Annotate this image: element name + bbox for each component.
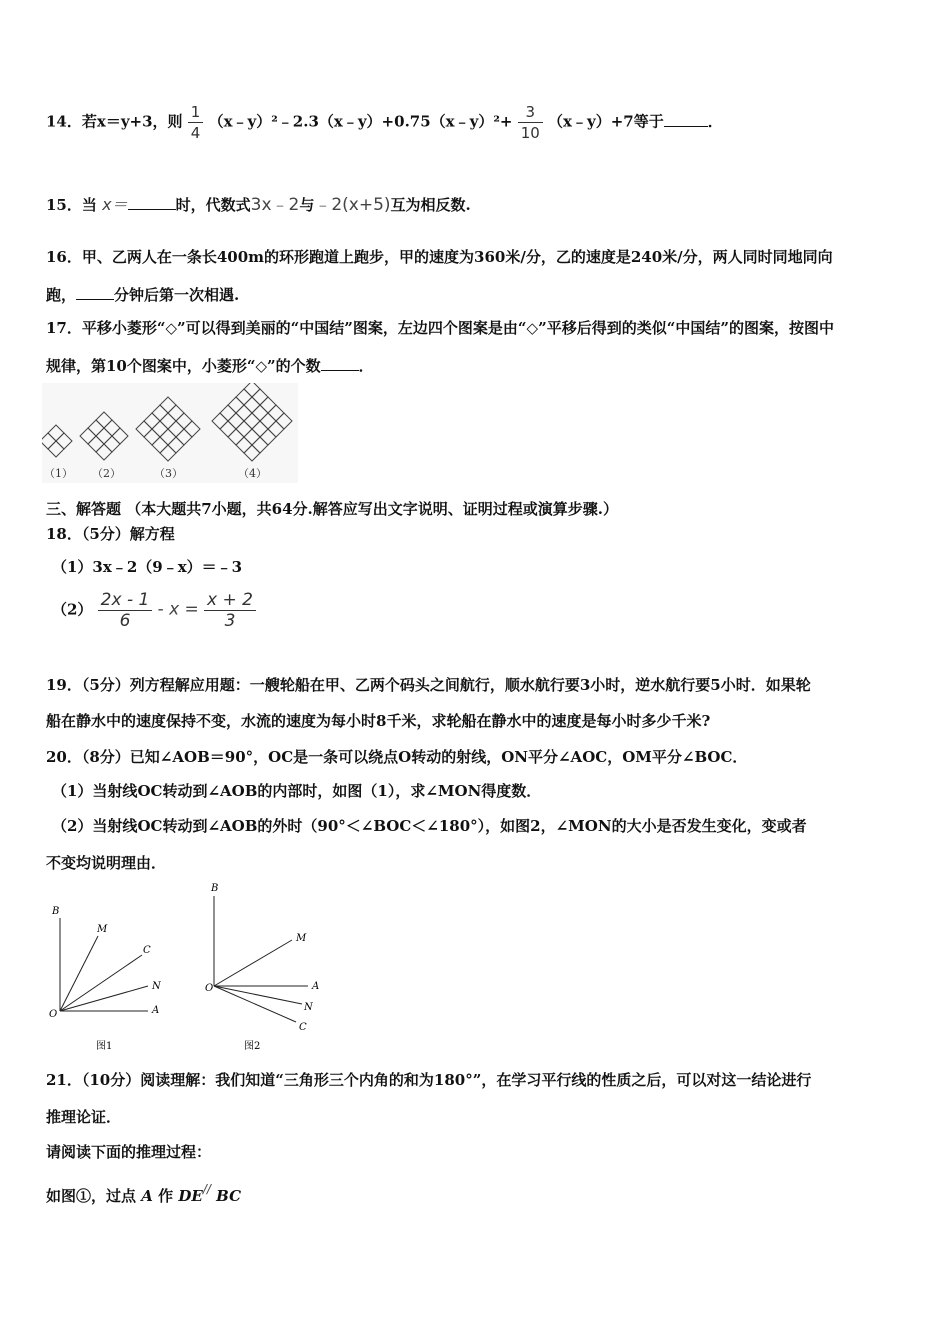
question-18-title: 18．（5分）解方程 (46, 525, 175, 543)
fig1-label-O: O (49, 1009, 58, 1020)
q18-minus-x: - x = (157, 599, 199, 620)
fig2-label-M: M (296, 933, 307, 944)
question-19-line1: 19．（5分）列方程解应用题：一艘轮船在甲、乙两个码头之间航行，顺水航行要3小时，逆水航行要5小时．如果轮 (46, 676, 811, 694)
knot-label-1: （1） (44, 467, 73, 480)
question-14 (46, 102, 723, 143)
question-18-part1: （1）3x﹣2（9﹣x）＝﹣3 (52, 558, 243, 576)
question-21-line3: 请阅读下面的推理过程： (46, 1143, 212, 1161)
question-20-line1: 20．（8分）已知∠AOB＝90°，OC是一条可以绕点O转动的射线，ON平分∠AOC，OM平分∠BOC． (46, 748, 748, 766)
q18-fraction-1: $\frac{2x - 1}{6}$ (98, 590, 153, 631)
q15-expr2: ﹣2(x+5) (314, 195, 391, 215)
question-15 (46, 190, 471, 215)
q14-condition: x＝y+3，则 (96, 112, 183, 131)
knot-label-3: （3） (154, 467, 183, 480)
question-17-line1: 17．平移小菱形“◇”可以得到美丽的“中国结”图案，左边四个图案是由“◇”平移后得到的类似“中国结”的图案，按图中 (46, 319, 834, 337)
question-18-part2 (52, 590, 256, 631)
q15-mid: 时，代数式 (175, 196, 251, 214)
q16-answer-blank[interactable] (76, 285, 114, 300)
q15-end: 互为相反数. (390, 196, 471, 214)
fig1-label-M: M (97, 924, 108, 935)
fig2-label-N: N (304, 1002, 313, 1013)
fig1-label-A: A (152, 1005, 160, 1016)
question-16-line2 (46, 284, 239, 305)
question-19-line2: 船在静水中的速度保持不变，水流的速度为每小时8千米，求轮船在静水中的速度是每小时多少千米? (46, 712, 711, 730)
question-21-line2: 推理论证． (46, 1108, 122, 1126)
q21-parallel-symbol: // (202, 1182, 211, 1196)
knot-label-2: （2） (92, 467, 121, 480)
question-16-line1: 16．甲、乙两人在一条长400m的环形跑道上跑步，甲的速度为360米/分，乙的速度是240米/分，两人同时同地同向 (46, 248, 833, 266)
q15-pre: 当 (81, 196, 97, 214)
q18-fraction-2: $\frac{x + 2}{3}$ (204, 590, 256, 631)
question-21-line1: 21．（10分）阅读理解：我们知道“三角形三个内角的和为180°”，在学习平行线的性质之后，可以对这一结论进行 (46, 1071, 812, 1089)
fig1-label-N: N (152, 981, 161, 992)
q21-text-c: 作 (158, 1187, 174, 1205)
fig2-label-B: B (211, 883, 219, 894)
fig2-label-A: A (312, 981, 320, 992)
q14-expression: （x﹣y）²﹣2.3（x﹣y）+0.75（x﹣y）²+ (208, 112, 513, 131)
question-20-line2: （1）当射线OC转动到∠AOB的内部时，如图（1），求∠MON得度数． (52, 782, 542, 800)
fig2-label-C: C (299, 1022, 307, 1033)
q15-expr1: 3x﹣2 (250, 195, 300, 215)
q14-pre: 若 (81, 112, 97, 131)
fig1-caption: 图1 (96, 1041, 113, 1052)
q21-line-de: DE (178, 1187, 203, 1205)
fig2-label-O: O (205, 983, 214, 994)
q16-post: 分钟后第一次相遇. (114, 286, 240, 304)
q14-number: 14． (46, 112, 82, 131)
q18-part2-label: （2） (52, 600, 93, 619)
q14-end: ． (707, 112, 723, 131)
question-17-line2 (46, 355, 374, 376)
q17-pre: 规律，第10个图案中，小菱形“◇”的个数 (46, 357, 321, 375)
q16-pre: 跑， (46, 286, 77, 304)
q21-point-a: A (141, 1187, 153, 1205)
q14-answer-blank[interactable] (664, 112, 708, 127)
fig1-label-B: B (52, 906, 60, 917)
q14-fraction-1: $\frac{1}{4}$ (188, 102, 204, 143)
q15-with: 与 (299, 196, 315, 214)
q17-post: ． (358, 357, 374, 375)
q21-line-bc: BC (216, 1187, 242, 1205)
angle-figures (40, 878, 340, 1056)
fig1-label-C: C (143, 945, 151, 956)
knot-label-4: （4） (238, 467, 267, 480)
q17-answer-blank[interactable] (321, 356, 359, 371)
q15-answer-blank[interactable] (128, 195, 176, 210)
q14-fraction-2: $\frac{3}{10}$ (518, 102, 543, 143)
q15-x-equals: x＝ (102, 195, 128, 214)
question-21-line4 (46, 1182, 242, 1206)
q14-expression-2: （x﹣y）+7等于 (548, 112, 664, 131)
section-3-heading: 三、解答题 （本大题共7小题，共64分.解答应写出文字说明、证明过程或演算步骤.） (46, 500, 618, 518)
question-20-line3: （2）当射线OC转动到∠AOB的外时（90°＜∠BOC＜∠180°），如图2，∠MON的大小是否发生变化，变或者 (52, 817, 807, 835)
question-20-line4: 不变均说明理由． (46, 854, 167, 872)
fig2-caption: 图2 (244, 1041, 261, 1052)
q15-number: 15． (46, 196, 82, 214)
chinese-knot-figure (42, 383, 298, 483)
q21-text-a: 如图①，过点 (46, 1187, 137, 1205)
